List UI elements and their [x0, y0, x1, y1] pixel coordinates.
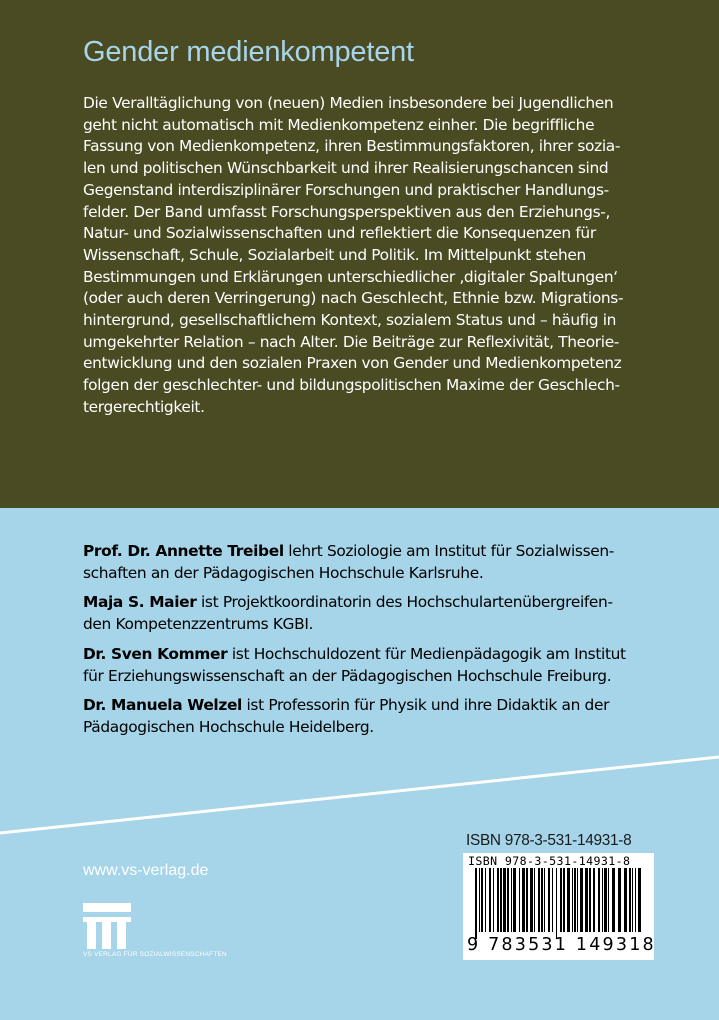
- barcode-bar: [577, 868, 578, 932]
- barcode-bar: [560, 868, 562, 932]
- author-text: lehrt Soziologie am Institut für Sozialwissen-: [283, 542, 614, 560]
- barcode-bar: [485, 868, 486, 932]
- barcode-bar: [638, 868, 641, 932]
- barcode-bar: [507, 868, 509, 932]
- isbn-label: ISBN 978-3-531-14931-8: [466, 832, 632, 849]
- blurb-line: geht nicht automatisch mit Medienkompetenz einher. Die begriffliche: [83, 115, 595, 134]
- barcode-bar: [618, 868, 621, 932]
- author-bios: [83, 541, 663, 747]
- author-name: Dr. Manuela Welzel: [83, 696, 242, 715]
- author-name: Dr. Sven Kommer: [83, 644, 228, 663]
- publisher-name: VS VERLAG FÜR SOZIALWISSENSCHAFTEN: [83, 951, 227, 958]
- barcode-bar: [567, 868, 570, 932]
- book-blurb: [83, 93, 643, 419]
- barcode-bar: [489, 868, 491, 932]
- blurb-line: entwicklung und den sozialen Praxen von Gender und Medienkompetenz: [83, 354, 622, 373]
- barcode-bars: [465, 868, 652, 939]
- barcode-bar: [580, 868, 583, 932]
- barcode-bar: [602, 868, 603, 932]
- vs-verlag-logo-icon: [83, 903, 131, 949]
- barcode-bar: [522, 868, 525, 932]
- author-name: Prof. Dr. Annette Treibel: [83, 542, 284, 560]
- book-title: Gender medienkompetent: [83, 36, 414, 68]
- barcode-bar: [585, 868, 588, 932]
- blurb-line: tergerechtigkeit.: [83, 397, 205, 416]
- back-cover-top-panel: [0, 0, 719, 508]
- blurb-line: hintergrund, gesellschaftlichem Kontext, sozialem Status und – häufig in: [83, 311, 617, 330]
- barcode-bar: [493, 868, 494, 932]
- author-text: für Erziehungswissenschaft an der Pädagogischen Hochschule Freiburg.: [83, 666, 612, 685]
- author-text: ist Hochschuldozent für Medienpädagogik am Institut: [227, 644, 626, 663]
- barcode-bar: [563, 868, 565, 932]
- author-bio: [83, 644, 663, 687]
- barcode-isbn: ISBN 978-3-531-14931-8: [468, 854, 631, 868]
- barcode-bar: [624, 868, 627, 932]
- author-text: schaften an der Pädagogischen Hochschule Karlsruhe.: [83, 563, 484, 582]
- author-text: ist Projektkoordinatorin des Hochschulartenübergreifen-: [196, 593, 613, 612]
- barcode-bar: [572, 868, 573, 932]
- author-name: Maja S. Maier: [83, 593, 197, 612]
- barcode-bar: [548, 868, 550, 932]
- barcode-bar: [530, 868, 533, 932]
- barcode-bar: [598, 868, 600, 932]
- barcode-bar: [552, 868, 553, 932]
- author-bio: [83, 541, 663, 584]
- blurb-line: Wissenschaft, Schule, Sozialarbeit und Politik. Im Mittelpunkt stehen: [83, 245, 586, 264]
- barcode-bar: [511, 868, 512, 932]
- barcode-bar: [538, 868, 540, 932]
- blurb-line: Die Veralltäglichung von (neuen) Medien insbesondere bei Jugendlichen: [83, 94, 614, 112]
- blurb-line: Natur- und Sozialwissenschaften und reflektiert die Konsequenzen für: [83, 224, 596, 243]
- blurb-line: Bestimmungen und Erklärungen unterschiedlicher ‚digitaler Spaltungen‘: [83, 267, 618, 286]
- barcode-bar: [475, 868, 477, 939]
- blurb-line: umgekehrter Relation – nach Alter. Die Beiträge zur Reflexivität, Theorie-: [83, 332, 620, 351]
- barcode-bar: [541, 868, 543, 932]
- barcode-bar: [526, 868, 528, 932]
- blurb-line: felder. Der Band umfasst Forschungsperspektiven aus den Erziehungs-,: [83, 202, 611, 221]
- barcode-bar: [479, 868, 480, 932]
- barcode-bar: [556, 868, 557, 939]
- barcode-digits: 9 783531 149318: [467, 935, 656, 955]
- blurb-line: Fassung von Medienkompetenz, ihren Bestimmungsfaktoren, ihrer sozia-: [83, 137, 621, 156]
- blurb-line: len und politischen Wünschbarkeit und ihrer Realisierungschancen sind: [83, 159, 609, 178]
- barcode-bar: [544, 868, 545, 932]
- barcode: [463, 853, 654, 960]
- barcode-bar: [534, 868, 535, 932]
- barcode-bar: [589, 868, 591, 932]
- barcode-bar: [604, 868, 607, 932]
- barcode-bar: [635, 868, 636, 932]
- barcode-bar: [513, 868, 516, 932]
- barcode-bar: [593, 868, 595, 932]
- barcode-bar: [497, 868, 499, 932]
- author-bio: [83, 592, 663, 635]
- barcode-bar: [612, 868, 615, 932]
- barcode-bar: [629, 868, 631, 932]
- blurb-line: Gegenstand interdisziplinärer Forschungen und praktischer Handlungs-: [83, 180, 609, 199]
- blurb-line: folgen der geschlechter- und bildungspolitischen Maxime der Geschlech-: [83, 376, 620, 395]
- author-bio: [83, 695, 663, 738]
- barcode-bar: [574, 868, 576, 932]
- author-text: Pädagogischen Hochschule Heidelberg.: [83, 717, 374, 736]
- barcode-bar: [632, 868, 633, 932]
- author-text: ist Professorin für Physik und ihre Didaktik an der: [241, 696, 610, 715]
- barcode-bar: [519, 868, 520, 932]
- barcode-bar: [503, 868, 506, 932]
- barcode-bar: [481, 868, 483, 932]
- publisher-website-link[interactable]: www.vs-verlag.de: [83, 862, 209, 879]
- barcode-bar: [500, 868, 502, 932]
- barcode-bar: [608, 868, 609, 932]
- blurb-line: (oder auch deren Verringerung) nach Geschlecht, Ethnie bzw. Migrations-: [83, 289, 624, 308]
- author-text: den Kompetenzzentrums KGBI.: [83, 615, 314, 634]
